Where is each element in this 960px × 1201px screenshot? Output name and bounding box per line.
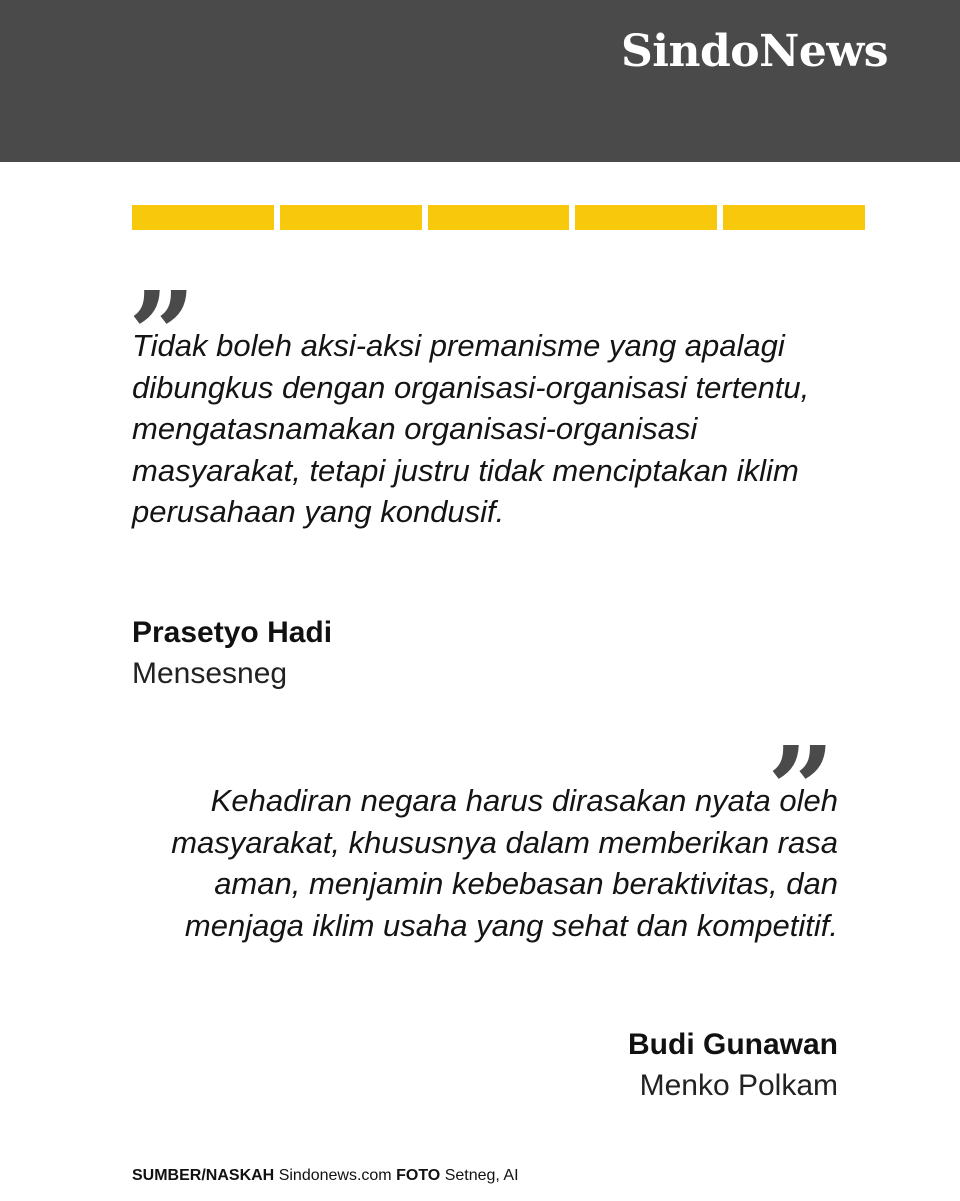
speaker-role-2: Menko Polkam [639, 1069, 838, 1102]
accent-bar [575, 205, 717, 230]
speaker-name-2: Budi Gunawan [628, 1028, 838, 1061]
header-banner [0, 0, 960, 162]
quote-text-2: Kehadiran negara harus dirasakan nyata oleh masyarakat, khususnya dalam memberikan rasa aman, menjamin kebebasan beraktivitas, dan menjaga iklim usaha yang sehat dan kompetitif. [171, 783, 838, 943]
speaker-role-1: Mensesneg [132, 657, 288, 690]
accent-bars [132, 205, 865, 230]
quote-mark-icon: ” [767, 720, 821, 859]
accent-bar [132, 205, 274, 230]
photo-value: Setneg, AI [444, 1167, 519, 1184]
credits-footer [132, 1166, 519, 1186]
quote-text-1: Tidak boleh aksi-aksi premanisme yang apalagi dibungkus dengan organisasi-organisasi tertentu, mengatasnamakan organisasi-organisasi masyarakat, tetapi justru tidak menciptakan iklim perusahaan yang kondusif. [132, 328, 810, 529]
accent-bar [723, 205, 865, 230]
photo-label: FOTO [396, 1167, 441, 1184]
speaker-name-1: Prasetyo Hadi [132, 616, 333, 649]
quote-mark-icon: ” [128, 265, 182, 404]
accent-bar [280, 205, 422, 230]
accent-bar [428, 205, 570, 230]
brand-logo[interactable]: SindoNews [621, 26, 888, 77]
source-label: SUMBER/NASKAH [132, 1167, 275, 1184]
source-value: Sindonews.com [278, 1167, 392, 1184]
